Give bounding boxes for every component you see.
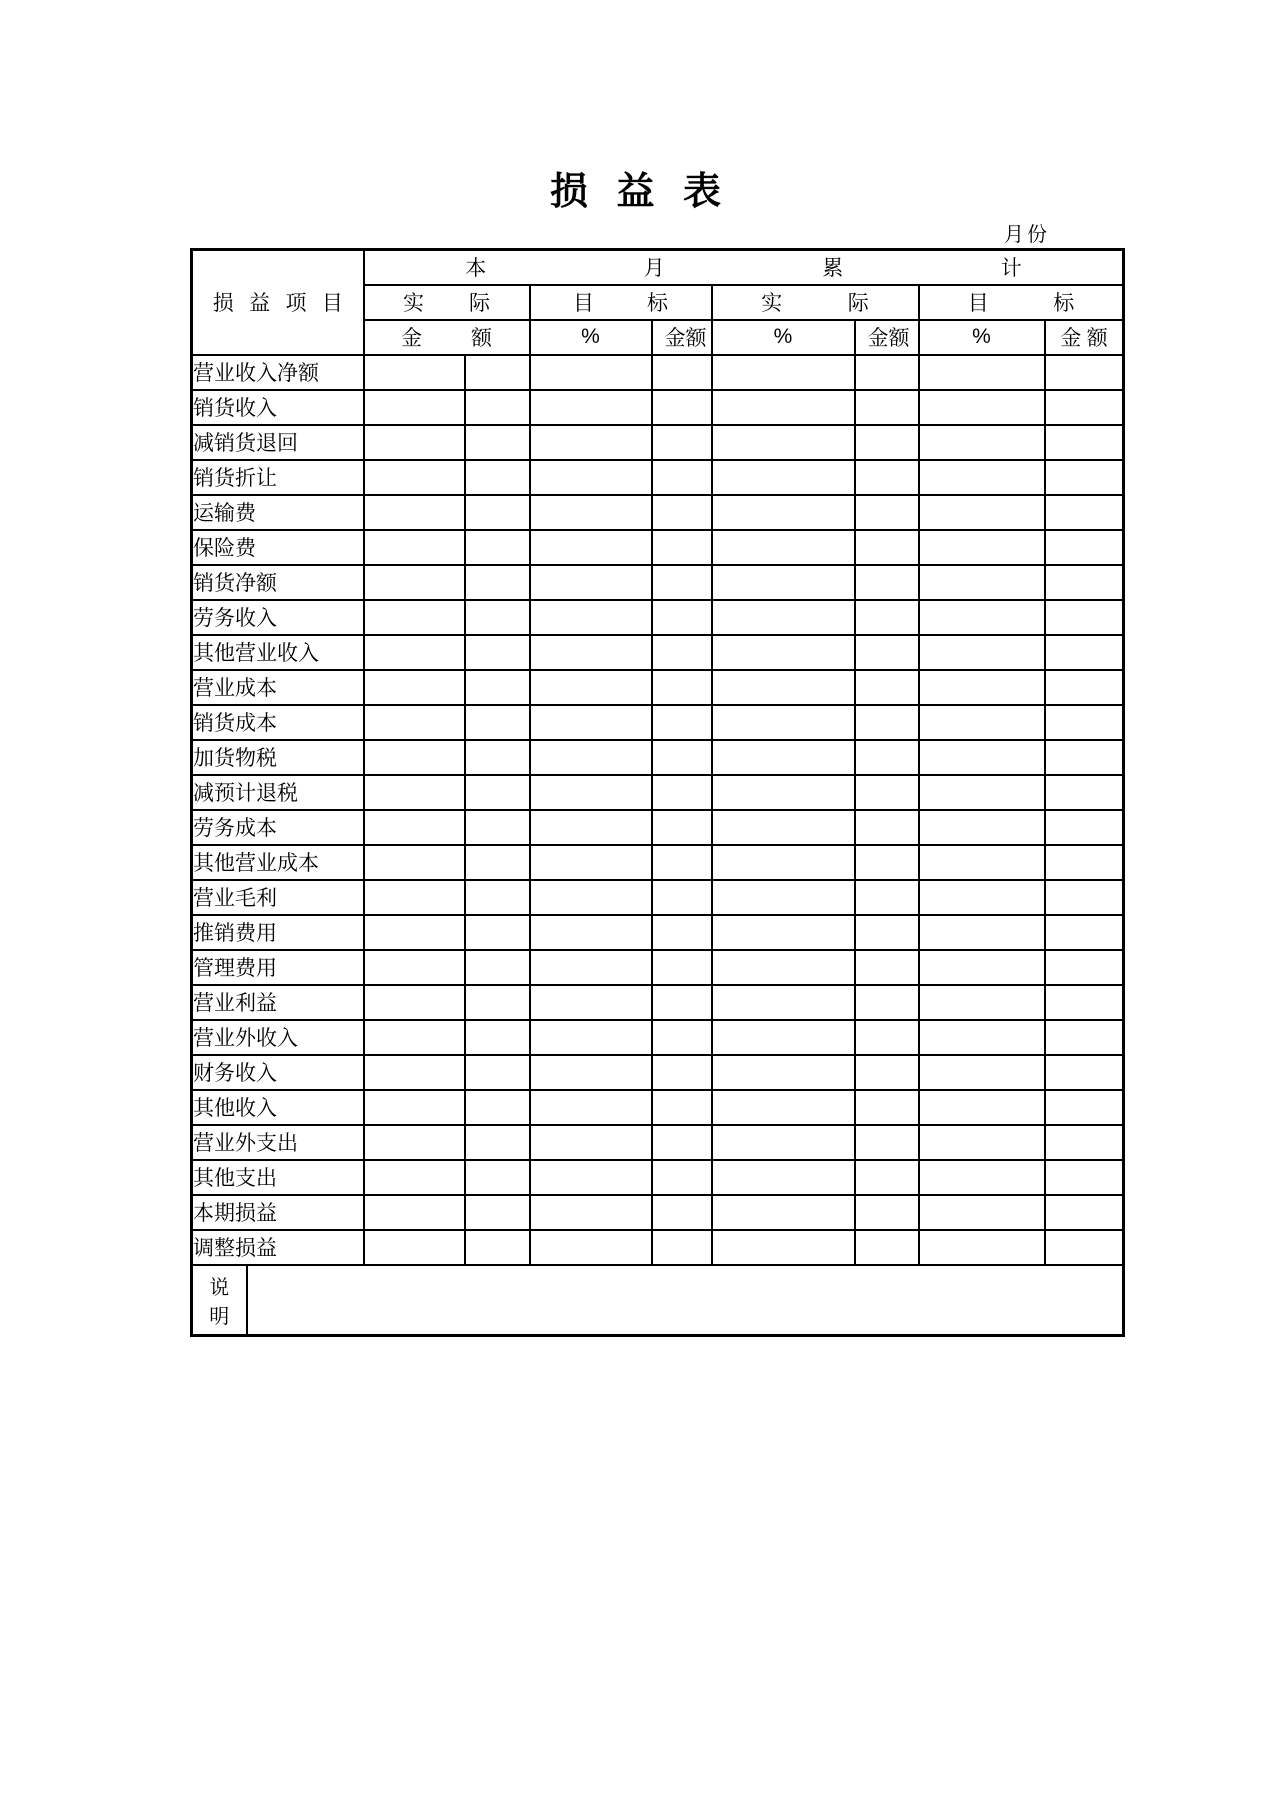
data-cell[interactable] (465, 600, 530, 635)
data-cell[interactable] (855, 740, 919, 775)
data-cell[interactable] (1045, 1020, 1124, 1055)
row-label: 推销费用 (192, 915, 364, 950)
data-cell[interactable] (364, 1055, 465, 1090)
row-label: 管理费用 (192, 950, 364, 985)
data-cell[interactable] (919, 775, 1045, 810)
data-cell[interactable] (1045, 635, 1124, 670)
data-cell[interactable] (919, 670, 1045, 705)
data-cell[interactable] (530, 705, 652, 740)
data-cell[interactable] (652, 1055, 712, 1090)
data-cell[interactable] (465, 530, 530, 565)
data-cell[interactable] (712, 530, 855, 565)
table-row (192, 810, 1124, 845)
data-cell[interactable] (364, 530, 465, 565)
data-cell[interactable] (364, 985, 465, 1020)
data-cell[interactable] (855, 775, 919, 810)
row-label: 减销货退回 (192, 425, 364, 460)
data-cell[interactable] (465, 565, 530, 600)
data-cell[interactable] (364, 950, 465, 985)
data-cell[interactable] (855, 845, 919, 880)
data-cell[interactable] (712, 460, 855, 495)
row-label: 营业外支出 (192, 1125, 364, 1160)
data-cell[interactable] (1045, 495, 1124, 530)
data-cell[interactable] (465, 1055, 530, 1090)
row-label: 销货折让 (192, 460, 364, 495)
data-cell[interactable] (652, 740, 712, 775)
data-cell[interactable] (530, 1230, 652, 1265)
data-cell[interactable] (1045, 810, 1124, 845)
row-label: 保险费 (192, 530, 364, 565)
data-cell[interactable] (712, 600, 855, 635)
data-cell[interactable] (465, 425, 530, 460)
table-row (192, 740, 1124, 775)
data-cell[interactable] (652, 915, 712, 950)
data-cell[interactable] (855, 950, 919, 985)
data-cell[interactable] (855, 810, 919, 845)
amount-header: 金 额 (364, 320, 530, 355)
data-cell[interactable] (364, 1090, 465, 1125)
data-cell[interactable] (364, 1020, 465, 1055)
data-cell[interactable] (919, 635, 1045, 670)
data-cell[interactable] (530, 810, 652, 845)
data-cell[interactable] (919, 950, 1045, 985)
data-cell[interactable] (652, 1090, 712, 1125)
table-row (192, 1090, 1124, 1125)
data-cell[interactable] (1045, 565, 1124, 600)
data-cell[interactable] (919, 1195, 1045, 1230)
data-cell[interactable] (712, 390, 855, 425)
data-cell[interactable] (364, 670, 465, 705)
data-cell[interactable] (652, 810, 712, 845)
data-cell[interactable] (465, 1020, 530, 1055)
table-footer (192, 1265, 1124, 1336)
data-cell[interactable] (919, 810, 1045, 845)
data-cell[interactable] (652, 985, 712, 1020)
data-cell[interactable] (652, 1230, 712, 1265)
data-cell[interactable] (465, 775, 530, 810)
data-cell[interactable] (1045, 845, 1124, 880)
data-cell[interactable] (465, 845, 530, 880)
data-cell[interactable] (712, 1020, 855, 1055)
data-cell[interactable] (465, 810, 530, 845)
data-cell[interactable] (364, 390, 465, 425)
data-cell[interactable] (530, 390, 652, 425)
data-cell[interactable] (652, 1020, 712, 1055)
row-label: 销货收入 (192, 390, 364, 425)
data-cell[interactable] (712, 740, 855, 775)
data-cell[interactable] (712, 915, 855, 950)
data-cell[interactable] (465, 915, 530, 950)
percent-header: % (712, 320, 855, 355)
data-cell[interactable] (1045, 670, 1124, 705)
data-cell[interactable] (530, 670, 652, 705)
data-cell[interactable] (712, 425, 855, 460)
data-cell[interactable] (652, 1195, 712, 1230)
data-cell[interactable] (364, 740, 465, 775)
data-cell[interactable] (530, 1020, 652, 1055)
data-cell[interactable] (855, 600, 919, 635)
data-cell[interactable] (465, 635, 530, 670)
data-cell[interactable] (652, 495, 712, 530)
data-cell[interactable] (465, 950, 530, 985)
data-cell[interactable] (465, 460, 530, 495)
data-cell[interactable] (855, 705, 919, 740)
data-cell[interactable] (530, 1090, 652, 1125)
data-cell[interactable] (465, 985, 530, 1020)
data-cell[interactable] (364, 460, 465, 495)
data-cell[interactable] (712, 775, 855, 810)
data-cell[interactable] (652, 565, 712, 600)
data-cell[interactable] (465, 880, 530, 915)
table-row (192, 1195, 1124, 1230)
data-cell[interactable] (855, 1055, 919, 1090)
data-cell[interactable] (530, 495, 652, 530)
percent-header: % (919, 320, 1045, 355)
data-cell[interactable] (855, 880, 919, 915)
row-label: 加货物税 (192, 740, 364, 775)
data-cell[interactable] (712, 950, 855, 985)
data-cell[interactable] (652, 425, 712, 460)
data-cell[interactable] (465, 1160, 530, 1195)
row-label: 营业外收入 (192, 1020, 364, 1055)
data-cell[interactable] (855, 1230, 919, 1265)
data-cell[interactable] (530, 600, 652, 635)
data-cell[interactable] (364, 775, 465, 810)
month-field-label: 月份 (1004, 224, 1050, 246)
data-cell[interactable] (919, 495, 1045, 530)
header-row-period (192, 250, 1124, 285)
data-cell[interactable] (364, 810, 465, 845)
data-cell[interactable] (364, 845, 465, 880)
table-row (192, 460, 1124, 495)
data-cell[interactable] (530, 950, 652, 985)
data-cell[interactable] (919, 390, 1045, 425)
table-row (192, 600, 1124, 635)
data-cell[interactable] (712, 355, 855, 390)
data-cell[interactable] (652, 390, 712, 425)
data-cell[interactable] (530, 530, 652, 565)
data-cell[interactable] (465, 390, 530, 425)
data-cell[interactable] (712, 705, 855, 740)
data-cell[interactable] (919, 1230, 1045, 1265)
data-cell[interactable] (1045, 355, 1124, 390)
data-cell[interactable] (855, 985, 919, 1020)
data-cell[interactable] (712, 1195, 855, 1230)
amount-header: 金 额 (652, 320, 712, 355)
data-cell[interactable] (530, 1125, 652, 1160)
data-cell[interactable] (919, 880, 1045, 915)
data-cell[interactable] (530, 565, 652, 600)
data-cell[interactable] (712, 1125, 855, 1160)
table-row (192, 390, 1124, 425)
page-title: 损 益 表 (549, 171, 731, 213)
data-cell[interactable] (364, 1160, 465, 1195)
data-cell[interactable] (855, 425, 919, 460)
data-cell[interactable] (712, 1160, 855, 1195)
data-cell[interactable] (1045, 425, 1124, 460)
table-row (192, 985, 1124, 1020)
percent-header: % (530, 320, 652, 355)
data-cell[interactable] (855, 495, 919, 530)
data-cell[interactable] (1045, 985, 1124, 1020)
data-cell[interactable] (919, 1090, 1045, 1125)
data-cell[interactable] (1045, 950, 1124, 985)
table-row (192, 495, 1124, 530)
data-cell[interactable] (712, 880, 855, 915)
data-cell[interactable] (465, 1230, 530, 1265)
data-cell[interactable] (919, 600, 1045, 635)
table-row (192, 565, 1124, 600)
data-cell[interactable] (530, 1195, 652, 1230)
data-cell[interactable] (530, 880, 652, 915)
data-cell[interactable] (364, 1195, 465, 1230)
data-cell[interactable] (364, 600, 465, 635)
data-cell[interactable] (919, 460, 1045, 495)
data-cell[interactable] (652, 530, 712, 565)
data-cell[interactable] (465, 495, 530, 530)
data-cell[interactable] (652, 705, 712, 740)
data-cell[interactable] (712, 670, 855, 705)
row-label: 其他营业成本 (192, 845, 364, 880)
group-header-actual-cumulative: 实 际 (712, 285, 919, 320)
row-label: 销货净额 (192, 565, 364, 600)
data-cell[interactable] (855, 1020, 919, 1055)
data-cell[interactable] (530, 985, 652, 1020)
data-cell[interactable] (465, 705, 530, 740)
data-cell[interactable] (919, 425, 1045, 460)
item-column-header: 损 益 项 目 (192, 250, 364, 355)
data-cell[interactable] (530, 425, 652, 460)
data-cell[interactable] (919, 1160, 1045, 1195)
data-cell[interactable] (652, 845, 712, 880)
data-cell[interactable] (855, 670, 919, 705)
note-row (192, 1265, 1124, 1336)
data-cell[interactable] (652, 775, 712, 810)
data-cell[interactable] (712, 985, 855, 1020)
data-cell[interactable] (652, 950, 712, 985)
table-row (192, 880, 1124, 915)
data-cell[interactable] (919, 530, 1045, 565)
row-label: 其他收入 (192, 1090, 364, 1125)
data-cell[interactable] (364, 880, 465, 915)
data-cell[interactable] (1045, 1160, 1124, 1195)
group-header-target-cumulative: 目 标 (919, 285, 1124, 320)
data-cell[interactable] (1045, 1090, 1124, 1125)
data-cell[interactable] (919, 845, 1045, 880)
table-row (192, 775, 1124, 810)
data-cell[interactable] (652, 1125, 712, 1160)
table-row (192, 530, 1124, 565)
data-cell[interactable] (1045, 915, 1124, 950)
data-cell[interactable] (712, 1230, 855, 1265)
data-cell[interactable] (530, 845, 652, 880)
data-cell[interactable] (465, 1090, 530, 1125)
data-cell[interactable] (919, 565, 1045, 600)
row-label: 其他营业收入 (192, 635, 364, 670)
data-cell[interactable] (530, 635, 652, 670)
data-cell[interactable] (530, 355, 652, 390)
data-cell[interactable] (855, 355, 919, 390)
data-cell[interactable] (364, 635, 465, 670)
data-cell[interactable] (364, 1125, 465, 1160)
data-cell[interactable] (712, 810, 855, 845)
data-cell[interactable] (855, 390, 919, 425)
table-row (192, 1125, 1124, 1160)
row-label: 劳务成本 (192, 810, 364, 845)
data-cell[interactable] (855, 565, 919, 600)
data-cell[interactable] (712, 565, 855, 600)
table-row (192, 355, 1124, 390)
data-cell[interactable] (364, 565, 465, 600)
data-cell[interactable] (364, 495, 465, 530)
data-cell[interactable] (855, 1125, 919, 1160)
data-cell[interactable] (465, 1195, 530, 1230)
data-cell[interactable] (465, 355, 530, 390)
data-cell[interactable] (855, 635, 919, 670)
data-cell[interactable] (1045, 740, 1124, 775)
row-label: 营业收入净额 (192, 355, 364, 390)
data-cell[interactable] (364, 705, 465, 740)
data-cell[interactable] (855, 530, 919, 565)
table-row (192, 845, 1124, 880)
data-cell[interactable] (919, 985, 1045, 1020)
period-header: 本 月 累 计 (364, 250, 1124, 285)
data-cell[interactable] (1045, 1230, 1124, 1265)
data-cell[interactable] (465, 670, 530, 705)
table-row (192, 1160, 1124, 1195)
data-cell[interactable] (712, 635, 855, 670)
data-cell[interactable] (712, 845, 855, 880)
table-row (192, 670, 1124, 705)
data-cell[interactable] (855, 1195, 919, 1230)
data-cell[interactable] (1045, 705, 1124, 740)
row-label: 其他支出 (192, 1160, 364, 1195)
row-label: 调整损益 (192, 1230, 364, 1265)
note-label: 说 明 (192, 1265, 247, 1336)
data-cell[interactable] (919, 1125, 1045, 1160)
amount-header: 金 额 (1045, 320, 1124, 355)
data-cell[interactable] (465, 740, 530, 775)
data-cell[interactable] (1045, 460, 1124, 495)
profit-loss-table (190, 248, 1125, 1337)
data-cell[interactable] (919, 740, 1045, 775)
row-label: 本期损益 (192, 1195, 364, 1230)
data-cell[interactable] (1045, 530, 1124, 565)
data-cell[interactable] (919, 1020, 1045, 1055)
table-header (192, 250, 1124, 355)
row-label: 运输费 (192, 495, 364, 530)
data-cell[interactable] (1045, 880, 1124, 915)
data-cell[interactable] (652, 880, 712, 915)
data-cell[interactable] (919, 355, 1045, 390)
row-label: 营业利益 (192, 985, 364, 1020)
data-cell[interactable] (652, 670, 712, 705)
row-label: 劳务收入 (192, 600, 364, 635)
data-cell[interactable] (530, 915, 652, 950)
data-cell[interactable] (364, 915, 465, 950)
data-cell[interactable] (919, 915, 1045, 950)
data-cell[interactable] (855, 1160, 919, 1195)
data-cell[interactable] (855, 460, 919, 495)
data-cell[interactable] (465, 1125, 530, 1160)
data-cell[interactable] (712, 1090, 855, 1125)
group-header-actual-month: 实 际 (364, 285, 530, 320)
data-cell[interactable] (1045, 1195, 1124, 1230)
table-rows (192, 355, 1124, 1265)
row-label: 减预计退税 (192, 775, 364, 810)
data-cell[interactable] (530, 1055, 652, 1090)
data-cell[interactable] (712, 495, 855, 530)
data-cell[interactable] (652, 460, 712, 495)
data-cell[interactable] (364, 1230, 465, 1265)
table-row (192, 915, 1124, 950)
data-cell[interactable] (652, 1160, 712, 1195)
table-row (192, 1230, 1124, 1265)
row-label: 营业毛利 (192, 880, 364, 915)
table-row (192, 1055, 1124, 1090)
data-cell[interactable] (530, 740, 652, 775)
group-header-target-month: 目 标 (530, 285, 712, 320)
table-row (192, 425, 1124, 460)
data-cell[interactable] (652, 600, 712, 635)
row-label: 财务收入 (192, 1055, 364, 1090)
data-cell[interactable] (855, 915, 919, 950)
data-cell[interactable] (364, 355, 465, 390)
table-row (192, 1020, 1124, 1055)
data-cell[interactable] (1045, 775, 1124, 810)
data-cell[interactable] (1045, 1125, 1124, 1160)
amount-header: 金 额 (855, 320, 919, 355)
data-cell[interactable] (919, 705, 1045, 740)
data-cell[interactable] (530, 775, 652, 810)
row-label: 营业成本 (192, 670, 364, 705)
data-cell[interactable] (1045, 390, 1124, 425)
table-row (192, 705, 1124, 740)
note-input-cell[interactable] (247, 1265, 1124, 1336)
data-cell[interactable] (530, 1160, 652, 1195)
data-cell[interactable] (712, 1055, 855, 1090)
data-cell[interactable] (530, 460, 652, 495)
table-row (192, 635, 1124, 670)
data-cell[interactable] (364, 425, 465, 460)
row-label: 销货成本 (192, 705, 364, 740)
data-cell[interactable] (652, 635, 712, 670)
data-cell[interactable] (1045, 1055, 1124, 1090)
data-cell[interactable] (855, 1090, 919, 1125)
data-cell[interactable] (919, 1055, 1045, 1090)
data-cell[interactable] (652, 355, 712, 390)
data-cell[interactable] (1045, 600, 1124, 635)
table-row (192, 950, 1124, 985)
